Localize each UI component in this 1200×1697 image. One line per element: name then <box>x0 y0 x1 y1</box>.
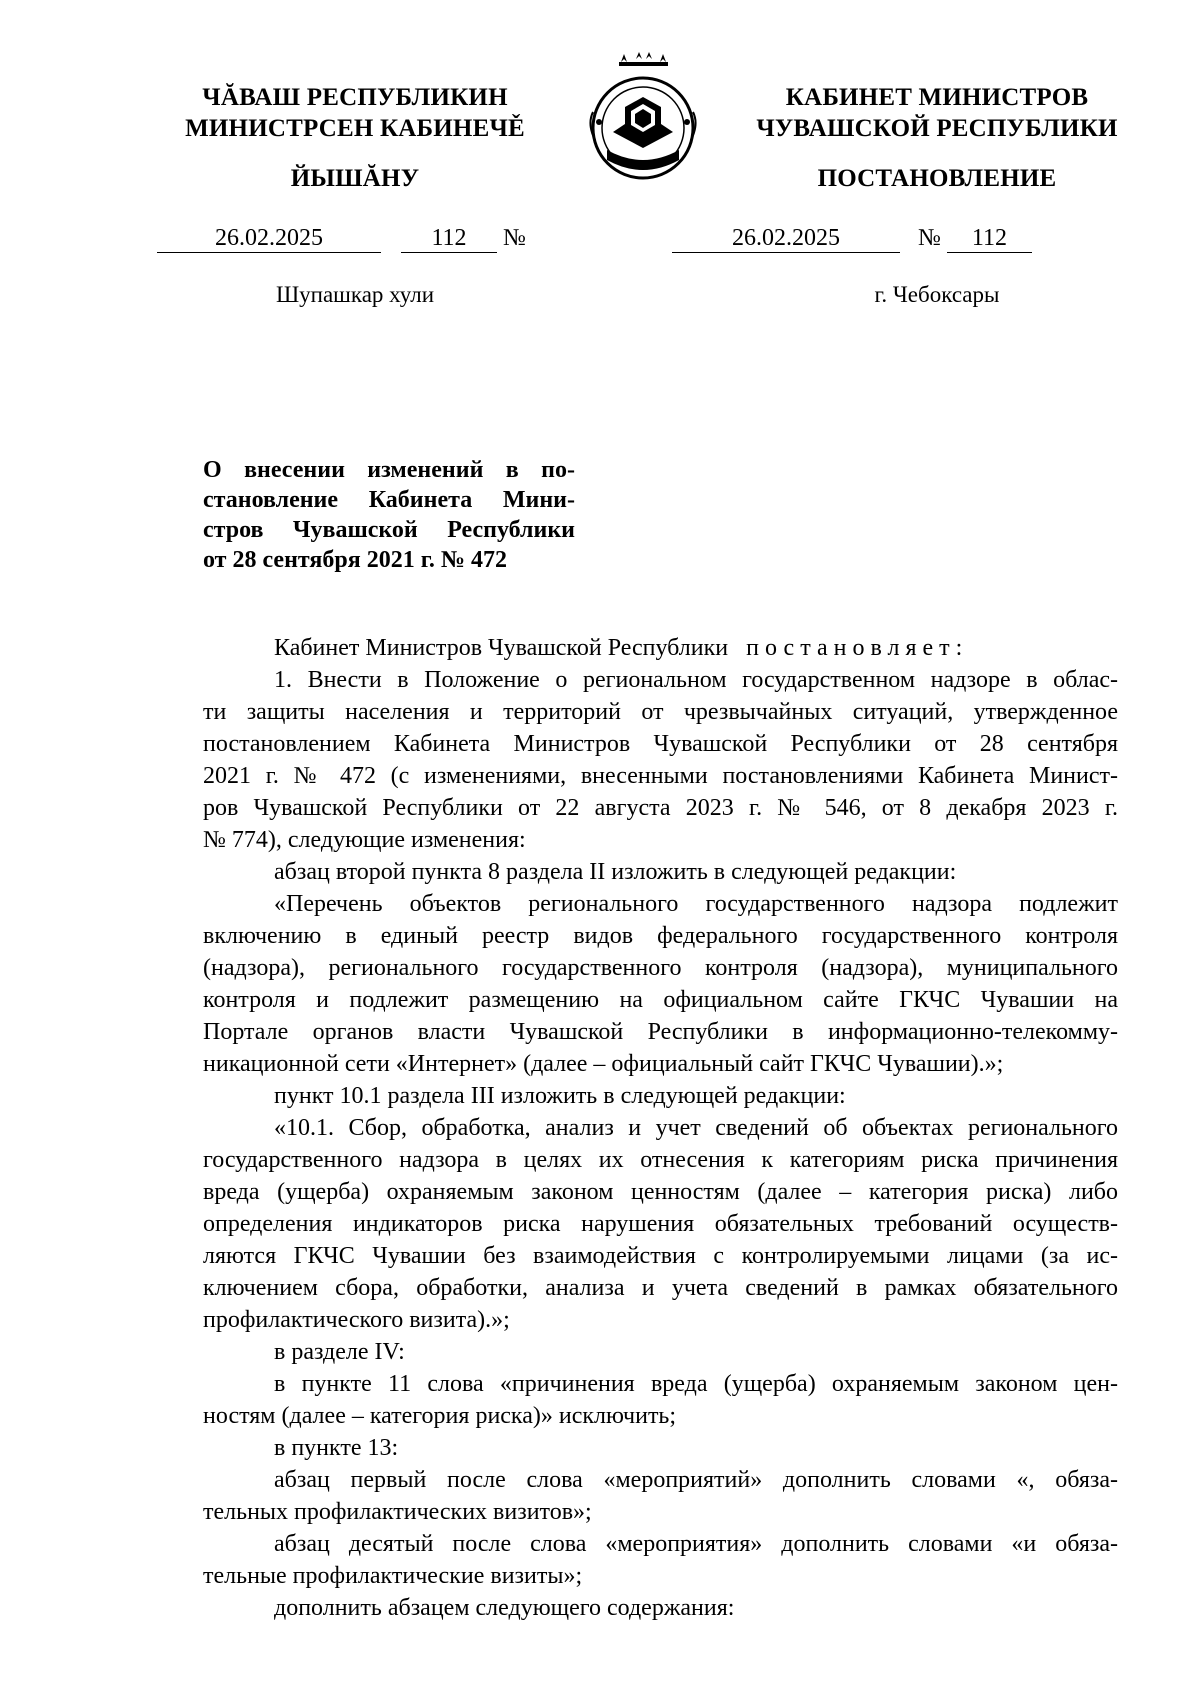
body-line: «Перечень объектов регионального государственного надзора подлежит <box>274 891 1118 917</box>
coat-of-arms-emblem <box>577 52 709 190</box>
right-authority-name <box>732 82 1142 144</box>
body-line: абзац десятый после слова «мероприятия» дополнить словами «и обяза- <box>274 1531 1118 1557</box>
left-date: 26.02.2025 <box>157 223 381 253</box>
left-authority-line-2: МИНИСТРСЕН КАБИНЕЧĚ <box>185 115 525 142</box>
right-authority-line-2: ЧУВАШСКОЙ РЕСПУБЛИКИ <box>756 115 1118 142</box>
body-line: вреда (ущерба) охраняемым законом ценностям (далее – категория риска) либо <box>203 1179 1118 1205</box>
body-line: профилактического визита).»; <box>203 1307 510 1333</box>
body-line: контроля и подлежит размещению на официальном сайте ГКЧС Чувашии на <box>203 987 1118 1013</box>
subject-line: становление Кабинета Мини- <box>203 487 575 513</box>
body-line: «10.1. Сбор, обработка, анализ и учет сведений об объектах регионального <box>274 1115 1118 1141</box>
right-date: 26.02.2025 <box>672 223 900 253</box>
preamble-resolves: постановляет: <box>746 635 969 661</box>
left-registration <box>157 223 526 255</box>
right-authority-line-1: КАБИНЕТ МИНИСТРОВ <box>785 84 1089 111</box>
left-city: Шупашкар хули <box>275 282 435 307</box>
body-line: ляются ГКЧС Чувашии без взаимодействия с контролируемыми лицами (за ис- <box>203 1243 1118 1269</box>
body-line: государственного надзора в целях их отнесения к категориям риска причинения <box>203 1147 1118 1173</box>
right-number: 112 <box>947 223 1032 253</box>
body-line: ностям (далее – категория риска)» исключить; <box>203 1403 677 1429</box>
body-line: 1. Внести в Положение о региональном государственном надзоре в облас- <box>274 667 1118 693</box>
left-authority-line-1: ЧĂВАШ РЕСПУБЛИКИН <box>202 84 508 111</box>
left-number-sign: № <box>503 225 526 251</box>
body-line: ключением сбора, обработки, анализа и учета сведений в рамках обязательного <box>203 1275 1118 1301</box>
right-city: г. Чебоксары <box>874 282 1000 307</box>
body-line: включению в единый реестр видов федерального государственного контроля <box>203 923 1118 949</box>
body-line: тельные профилактические визиты»; <box>203 1563 583 1589</box>
left-number: 112 <box>401 223 497 253</box>
body-line: (надзора), регионального государственного контроля (надзора), муниципального <box>203 955 1118 981</box>
right-doc-type: ПОСТАНОВЛЕНИЕ <box>817 165 1057 192</box>
left-doc-type: ЙЫШĂНУ <box>290 165 420 192</box>
document-body <box>203 632 1118 1624</box>
body-line: в пункте 11 слова «причинения вреда (ущерба) охраняемым законом цен- <box>274 1371 1118 1397</box>
subject-line: О внесении изменений в по- <box>203 457 575 483</box>
subject-line: от 28 сентября 2021 г. № 472 <box>203 547 507 573</box>
left-authority-name <box>150 82 560 144</box>
body-line: № 774), следующие изменения: <box>203 827 526 853</box>
preamble-line <box>203 632 1118 664</box>
document-subject <box>203 455 575 575</box>
preamble-authority: Кабинет Министров Чувашской Республики <box>274 635 729 661</box>
body-line: тельных профилактических визитов»; <box>203 1499 592 1525</box>
body-line: пункт 10.1 раздела III изложить в следующей редакции: <box>274 1083 846 1109</box>
body-line: в разделе IV: <box>274 1339 405 1365</box>
right-number-sign: № <box>918 225 941 251</box>
body-line: определения индикаторов риска нарушения обязательных требований осуществ- <box>203 1211 1118 1237</box>
body-line: постановлением Кабинета Министров Чувашской Республики от 28 сентября <box>203 731 1118 757</box>
body-line: абзац второй пункта 8 раздела II изложить в следующей редакции: <box>274 859 957 885</box>
body-line: Портале органов власти Чувашской Республики в информационно-телекомму- <box>203 1019 1118 1045</box>
right-registration <box>672 223 1032 255</box>
body-line: в пункте 13: <box>274 1435 399 1461</box>
body-line: абзац первый после слова «мероприятий» дополнить словами «, обяза- <box>274 1467 1118 1493</box>
body-line: ти защиты населения и территорий от чрезвычайных ситуаций, утвержденное <box>203 699 1118 725</box>
body-line: никационной сети «Интернет» (далее – официальный сайт ГКЧС Чувашии).»; <box>203 1051 1004 1077</box>
subject-line: стров Чувашской Республики <box>203 517 575 543</box>
body-line: дополнить абзацем следующего содержания: <box>274 1595 735 1621</box>
body-line: 2021 г. № 472 (с изменениями, внесенными постановлениями Кабинета Минист- <box>203 763 1118 789</box>
body-line: ров Чувашской Республики от 22 августа 2023 г. № 546, от 8 декабря 2023 г. <box>203 795 1118 821</box>
